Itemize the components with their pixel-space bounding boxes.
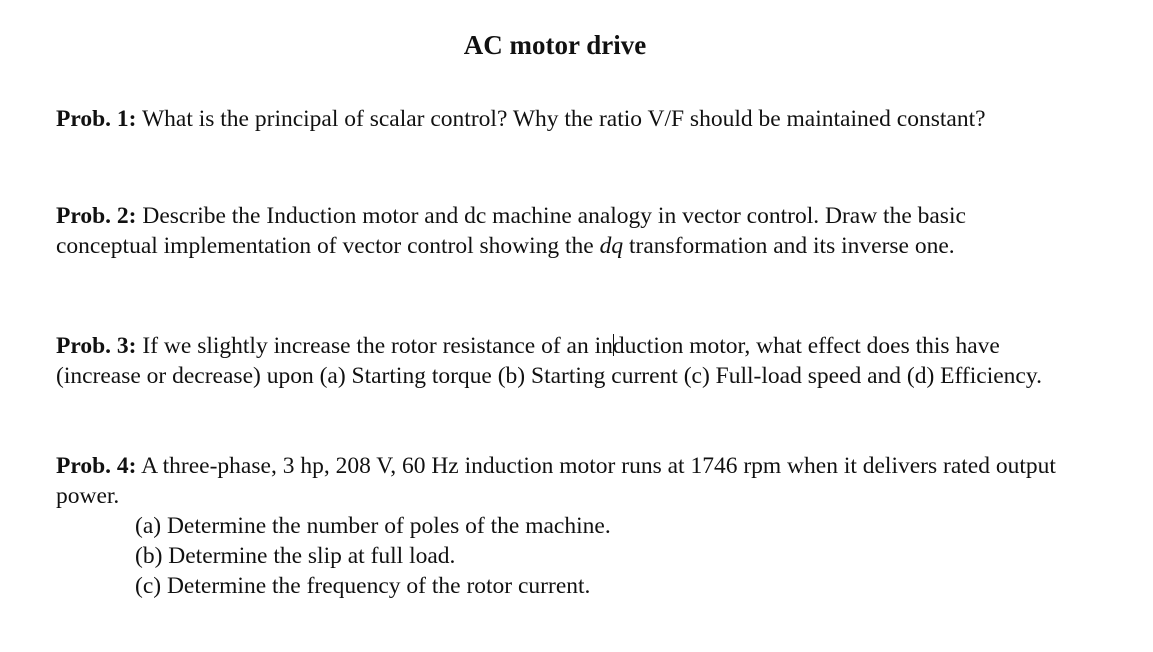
- problem-4-item-b: (b) Determine the slip at full load.: [135, 543, 456, 569]
- document-title: AC motor drive: [463, 30, 647, 60]
- problem-1: [56, 104, 1066, 134]
- problem-2-label: Prob. 2:: [56, 203, 137, 229]
- problem-4-item-c: (c) Determine the frequency of the rotor current.: [135, 573, 591, 599]
- problem-2-italic-dq: dq: [599, 233, 624, 259]
- problem-4-label: Prob. 4:: [56, 453, 137, 479]
- problem-1-text: What is the principal of scalar control? Why the ratio V/F should be maintained constant?: [136, 106, 986, 132]
- problem-1-label: Prob. 1:: [56, 106, 137, 132]
- problem-4-text: A three-phase, 3 hp, 208 V, 60 Hz induction motor runs at 1746 rpm when it delivers rated output power.: [56, 453, 1056, 509]
- problem-3-label: Prob. 3:: [56, 333, 137, 359]
- problem-4: [56, 451, 1066, 601]
- problem-4-subitems: [56, 511, 1066, 601]
- problem-3: [56, 331, 1066, 391]
- problem-2-text-before: Describe the Induction motor and dc machine analogy in vector control. Draw the basic conceptual implementation of vector control showing the: [56, 203, 966, 259]
- problem-3-text-after-cursor: duction motor, what effect does this have (increase or decrease) upon (a) Starting torque (b) Starting current (c) Full-load speed and (d) Efficiency.: [56, 333, 1042, 389]
- problem-3-text-before-cursor: If we slightly increase the rotor resistance of an in: [136, 333, 613, 359]
- problem-2: [56, 201, 1066, 261]
- problem-4-item-a: (a) Determine the number of poles of the machine.: [135, 513, 611, 539]
- problem-2-text-after: transformation and its inverse one.: [623, 233, 955, 259]
